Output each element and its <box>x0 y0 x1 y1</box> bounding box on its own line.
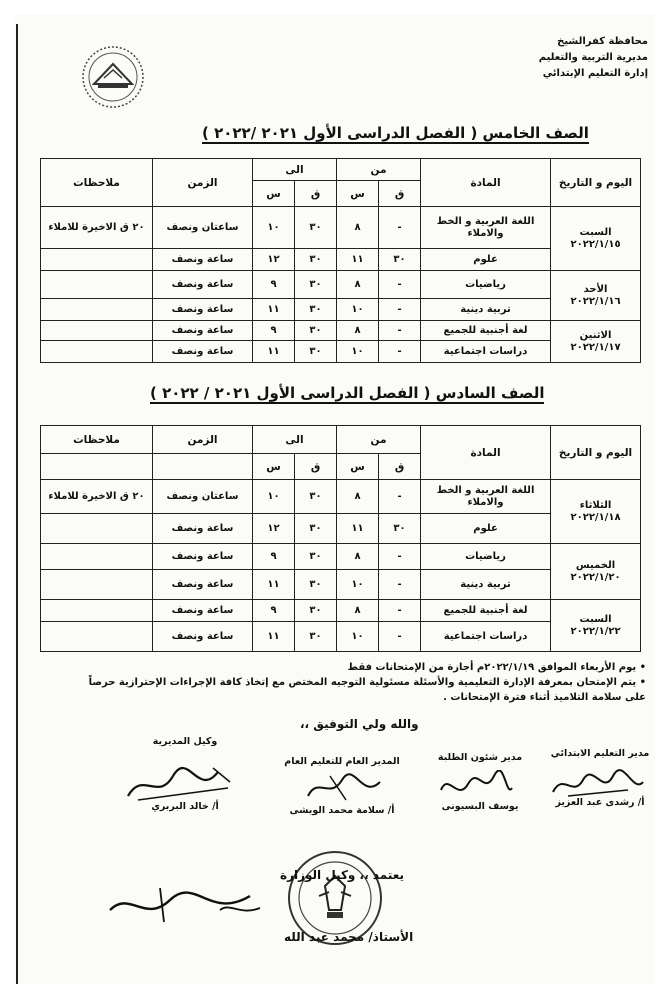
to-s-cell: ١١ <box>253 570 295 600</box>
day-cell: الخميس ٢٠٢٢/١/٢٠ <box>551 544 641 600</box>
table-row <box>41 514 641 544</box>
col-from: من <box>337 426 421 454</box>
to-q-cell: ٣٠ <box>295 544 337 570</box>
signature-name: أ/ خالد البربري <box>151 801 219 812</box>
col-time-blank <box>153 454 253 480</box>
time-cell: ساعة ونصف <box>153 341 253 363</box>
subject-cell: رياضيات <box>421 271 551 299</box>
note-cell <box>41 271 153 299</box>
note-cell <box>41 321 153 341</box>
header-block <box>488 34 648 82</box>
time-cell: ساعة ونصف <box>153 600 253 622</box>
signature-title: مدير شئون الطلبة <box>437 752 523 763</box>
to-q-cell: ٣٠ <box>295 480 337 514</box>
table-row <box>41 207 641 249</box>
time-cell: ساعة ونصف <box>153 299 253 321</box>
note-cell <box>41 514 153 544</box>
signature-name: أ/ رشدى عبد العزيز <box>555 797 645 808</box>
from-s-cell: ١١ <box>337 514 379 544</box>
table-row <box>41 321 641 341</box>
to-s-cell: ٩ <box>253 600 295 622</box>
grade6-schedule-table <box>40 425 641 652</box>
to-q-cell: ٣٠ <box>295 570 337 600</box>
note-holiday: • يوم الأربعاء الموافق ٢٠٢٢/١/١٩م أجازة من الإمتحانات فقط <box>347 662 646 673</box>
to-q-cell: ٣٠ <box>295 299 337 321</box>
subject-cell: دراسات اجتماعية <box>421 341 551 363</box>
from-s-cell: ٨ <box>337 480 379 514</box>
from-q-cell: - <box>379 544 421 570</box>
table-row <box>41 544 641 570</box>
from-s-cell: ١٠ <box>337 299 379 321</box>
time-cell: ساعة ونصف <box>153 570 253 600</box>
col-from-q: ق <box>379 181 421 207</box>
note-cell <box>41 570 153 600</box>
to-q-cell: ٣٠ <box>295 514 337 544</box>
handwritten-signature-4 <box>118 762 238 806</box>
signature-name: أ/ سلامة محمد الويشى <box>289 805 395 816</box>
header-administration: إدارة التعليم الإبتدائي <box>542 68 648 79</box>
signature-title: وكيل المديرية <box>152 736 218 747</box>
time-cell: ساعة ونصف <box>153 622 253 652</box>
col-subject: المادة <box>421 426 551 480</box>
from-q-cell: ٣٠ <box>379 514 421 544</box>
signature-title: مدير التعليم الابتدائي <box>550 748 650 759</box>
col-day-date: اليوم و التاريخ <box>551 426 641 480</box>
to-q-cell: ٣٠ <box>295 271 337 299</box>
col-notes: ملاحظات <box>41 159 153 207</box>
table-row <box>41 600 641 622</box>
col-from-s: س <box>337 454 379 480</box>
day-cell: السبت ٢٠٢٢/١/١٥ <box>551 207 641 271</box>
note-cell: ٢٠ ق الاخيرة للاملاء <box>41 207 153 249</box>
from-q-cell: - <box>379 321 421 341</box>
col-subject: المادة <box>421 159 551 207</box>
to-q-cell: ٣٠ <box>295 207 337 249</box>
grade5-schedule-table <box>40 158 641 363</box>
to-q-cell: ٣٠ <box>295 600 337 622</box>
approval-label: يعتمد ،، وكيل الوزارة <box>280 868 405 882</box>
note-cell <box>41 341 153 363</box>
handwritten-signature-2 <box>436 770 516 804</box>
from-q-cell: - <box>379 570 421 600</box>
col-to-q: ق <box>295 181 337 207</box>
to-s-cell: ١٢ <box>253 249 295 271</box>
handwritten-signature-approval <box>100 880 270 930</box>
table-row <box>41 622 641 652</box>
subject-cell: تربية دينية <box>421 570 551 600</box>
subject-cell: تربية دينية <box>421 299 551 321</box>
from-s-cell: ٨ <box>337 271 379 299</box>
from-q-cell: - <box>379 341 421 363</box>
header-directorate: مديرية التربية والتعليم <box>538 52 648 63</box>
time-cell: ساعة ونصف <box>153 249 253 271</box>
to-q-cell: ٣٠ <box>295 341 337 363</box>
subject-cell: لغة أجنبية للجميع <box>421 600 551 622</box>
signature-title: المدير العام للتعليم العام <box>284 756 400 767</box>
approval-name: الأستاذ/ محمد عبد الله <box>284 930 414 944</box>
from-s-cell: ٨ <box>337 321 379 341</box>
subject-cell: رياضيات <box>421 544 551 570</box>
note-cell <box>41 544 153 570</box>
note-exam-procedure: • يتم الإمتحان بمعرفة الإدارة التعليمية والأسئلة مسئولية التوجيه المختص مع إتخاذ كافة الإجراءات الإحترازية حرصاً <box>88 677 646 688</box>
subject-cell: علوم <box>421 514 551 544</box>
col-to-q: ق <box>295 454 337 480</box>
time-cell: ساعة ونصف <box>153 544 253 570</box>
col-to-s: س <box>253 181 295 207</box>
handwritten-signature-1 <box>548 768 648 802</box>
day-cell: الاثنين ٢٠٢٢/١/١٧ <box>551 321 641 363</box>
col-to: الى <box>253 159 337 181</box>
handwritten-signature-3 <box>300 770 390 806</box>
col-time: الزمن <box>153 159 253 207</box>
col-time: الزمن <box>153 426 253 454</box>
time-cell: ساعة ونصف <box>153 271 253 299</box>
to-s-cell: ١١ <box>253 622 295 652</box>
from-q-cell: - <box>379 299 421 321</box>
to-s-cell: ١٢ <box>253 514 295 544</box>
table-row <box>41 299 641 321</box>
table-row <box>41 341 641 363</box>
to-q-cell: ٣٠ <box>295 249 337 271</box>
from-s-cell: ٨ <box>337 544 379 570</box>
from-s-cell: ١٠ <box>337 622 379 652</box>
subject-cell: اللغة العربية و الخط والاملاء <box>421 480 551 514</box>
col-to: الى <box>253 426 337 454</box>
col-day-date: اليوم و التاريخ <box>551 159 641 207</box>
col-from: من <box>337 159 421 181</box>
col-from-q: ق <box>379 454 421 480</box>
from-s-cell: ٨ <box>337 600 379 622</box>
to-s-cell: ٩ <box>253 544 295 570</box>
grade5-title: الصف الخامس ( الفصل الدراسى الأول ٢٠٢١ /٢٠٢٢ ) <box>202 124 589 142</box>
time-cell: ساعتان ونصف <box>153 207 253 249</box>
table-row <box>41 480 641 514</box>
from-s-cell: ٨ <box>337 207 379 249</box>
note-cell <box>41 600 153 622</box>
closing-line: والله ولي التوفيق ،، <box>300 717 419 731</box>
to-s-cell: ١٠ <box>253 207 295 249</box>
subject-cell: لغة أجنبية للجميع <box>421 321 551 341</box>
to-s-cell: ٩ <box>253 321 295 341</box>
page-left-border <box>16 24 18 984</box>
col-from-s: س <box>337 181 379 207</box>
from-s-cell: ١١ <box>337 249 379 271</box>
to-s-cell: ١١ <box>253 299 295 321</box>
from-s-cell: ١٠ <box>337 570 379 600</box>
from-q-cell: - <box>379 600 421 622</box>
to-s-cell: ٩ <box>253 271 295 299</box>
day-cell: الثلاثاء ٢٠٢٢/١/١٨ <box>551 480 641 544</box>
time-cell: ساعتان ونصف <box>153 480 253 514</box>
col-notes: ملاحظات <box>41 426 153 454</box>
to-q-cell: ٣٠ <box>295 622 337 652</box>
subject-cell: دراسات اجتماعية <box>421 622 551 652</box>
note-student-safety: على سلامة التلاميذ أثناء فترة الإمتحانات . <box>443 692 646 703</box>
from-q-cell: - <box>379 271 421 299</box>
signature-name: يوسف البسيونى <box>441 801 519 812</box>
time-cell: ساعة ونصف <box>153 514 253 544</box>
to-s-cell: ١٠ <box>253 480 295 514</box>
time-cell: ساعة ونصف <box>153 321 253 341</box>
grade6-title: الصف السادس ( الفصل الدراسى الأول ٢٠٢١ / ٢٠٢٢ ) <box>150 384 545 402</box>
from-q-cell: - <box>379 622 421 652</box>
header-governorate: محافظة كفرالشيخ <box>557 36 648 47</box>
note-cell <box>41 249 153 271</box>
note-cell <box>41 622 153 652</box>
subject-cell: علوم <box>421 249 551 271</box>
table-row <box>41 271 641 299</box>
table-row <box>41 570 641 600</box>
col-notes-blank <box>41 454 153 480</box>
day-cell: السبت ٢٠٢٢/١/٢٢ <box>551 600 641 652</box>
col-to-s: س <box>253 454 295 480</box>
from-q-cell: - <box>379 207 421 249</box>
ministry-logo-icon <box>80 44 146 110</box>
from-q-cell: ٣٠ <box>379 249 421 271</box>
from-s-cell: ١٠ <box>337 341 379 363</box>
to-s-cell: ١١ <box>253 341 295 363</box>
subject-cell: اللغة العربية و الخط والاملاء <box>421 207 551 249</box>
day-cell: الأحد ٢٠٢٢/١/١٦ <box>551 271 641 321</box>
table-row <box>41 249 641 271</box>
note-cell <box>41 299 153 321</box>
note-cell: ٢٠ ق الاخيرة للاملاء <box>41 480 153 514</box>
notes-block <box>16 660 646 705</box>
to-q-cell: ٣٠ <box>295 321 337 341</box>
from-q-cell: - <box>379 480 421 514</box>
